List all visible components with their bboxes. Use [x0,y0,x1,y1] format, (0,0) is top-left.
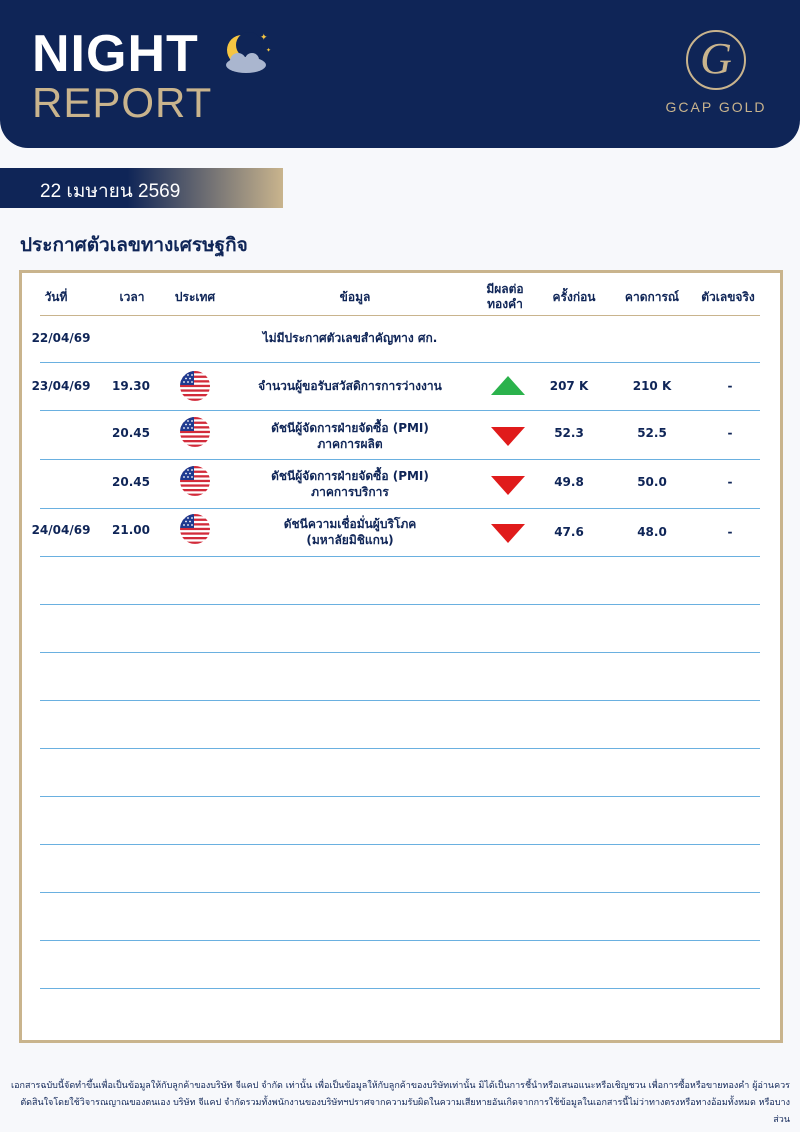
empty-row-divider [40,892,760,893]
row-info-line1: ดัชนีความเชื่อมั่นผู้บริโภค [283,517,417,531]
row-actual: - [727,475,733,489]
header-time: เวลา [119,290,145,304]
row-actual: - [727,379,733,393]
row-info-line2: ภาคการบริการ [311,485,389,499]
row-forecast: 52.5 [637,426,667,440]
gold-impact-down-icon [490,425,526,447]
row-info-line2: (มหาลัยมิชิแกน) [306,533,394,547]
disclaimer-line1: เอกสารฉบับนี้จัดทำขึ้นเพื่อเป็นข้อมูลให้กับลูกค้าของบริษัท จีแคป จำกัด เท่านั้น เพื่อเป็นข้อมูลให้กับลูกค้าของบริษัทเท่านั้น มิได้เป็นการชี้นำหรือเสนอแนะหรือเชิญชวน เพื่อการซื้อหรือขายทองคำ ผู้อ่านควร [11,1081,790,1091]
header-forecast: คาดการณ์ [624,290,680,304]
header-impact-line2: ทองคำ [487,297,523,311]
row-divider [40,410,760,411]
disclaimer [10,1078,790,1129]
report-title-report: REPORT [32,79,213,126]
empty-row-divider [40,700,760,701]
row-divider [40,459,760,460]
gold-impact-up-icon [490,375,526,397]
row-info-line1: ดัชนีผู้จัดการฝ่ายจัดซื้อ (PMI) [271,421,429,435]
row-previous: 47.6 [554,525,584,539]
row-info: ไม่มีประกาศตัวเลขสำคัญทาง ศก. [262,331,438,345]
empty-row-divider [40,748,760,749]
svg-text:✦: ✦ [260,33,268,43]
empty-row-divider [40,604,760,605]
gold-impact-down-icon [490,474,526,496]
us-flag-icon [180,466,210,496]
row-date: 22/04/69 [31,331,91,345]
row-forecast: 48.0 [637,525,667,539]
report-title-night: NIGHT [32,25,199,83]
row-date: 23/04/69 [31,379,91,393]
disclaimer-line2: ตัดสินใจโดยใช้วิจารณญาณของตนเอง บริษัท จีแคป จำกัดรวมทั้งพนักงานของบริษัทฯปราศจากความรับผิดในความเสียหายอันเกิดจากการใช้ข้อมูลในเอกสารนี้ไม่ว่าทางตรงหรือทางอ้อมทั้งหมด หรือบางส่วน [20,1098,790,1125]
row-info-line1: จำนวนผู้ขอรับสวัสดิการการว่างงาน [258,379,442,393]
gcap-logo-text: GCAP GOLD [665,99,767,115]
empty-row-divider [40,988,760,989]
row-actual: - [727,525,733,539]
row-previous: 207 K [549,379,589,393]
us-flag-icon [180,371,210,401]
header-country: ประเทศ [174,290,216,304]
row-date: 24/04/69 [31,523,91,537]
row-time: 19.30 [112,379,150,393]
header-date: วันที่ [44,290,68,304]
row-info-line1: ดัชนีผู้จัดการฝ่ายจัดซื้อ (PMI) [271,469,429,483]
us-flag-icon [180,514,210,544]
header-divider [40,315,760,316]
us-flag-icon [180,417,210,447]
empty-row-divider [40,844,760,845]
row-previous: 52.3 [554,426,584,440]
row-forecast: 50.0 [637,475,667,489]
section-title: ประกาศตัวเลขทางเศรษฐกิจ [20,234,248,256]
row-actual: - [727,426,733,440]
header-previous: ครั้งก่อน [552,290,596,304]
row-divider [40,362,760,363]
row-divider [40,508,760,509]
svg-text:✦: ✦ [266,47,272,54]
empty-row-divider [40,940,760,941]
empty-row-divider [40,652,760,653]
report-date: 22 เมษายน 2569 [40,181,181,202]
row-time: 21.00 [112,523,150,537]
row-time: 20.45 [112,475,150,489]
row-info-line2: ภาคการผลิต [317,437,383,451]
gcap-logo-letter: G [700,34,732,83]
row-time: 20.45 [112,426,150,440]
row-divider [40,556,760,557]
gold-impact-down-icon [490,522,526,544]
empty-row-divider [40,796,760,797]
moon-cloud-icon [216,30,272,76]
row-forecast: 210 K [632,379,672,393]
header-info: ข้อมูล [339,290,371,304]
header-actual: ตัวเลขจริง [701,290,755,304]
row-previous: 49.8 [554,475,584,489]
header-impact-line1: มีผลต่อ [486,282,524,296]
